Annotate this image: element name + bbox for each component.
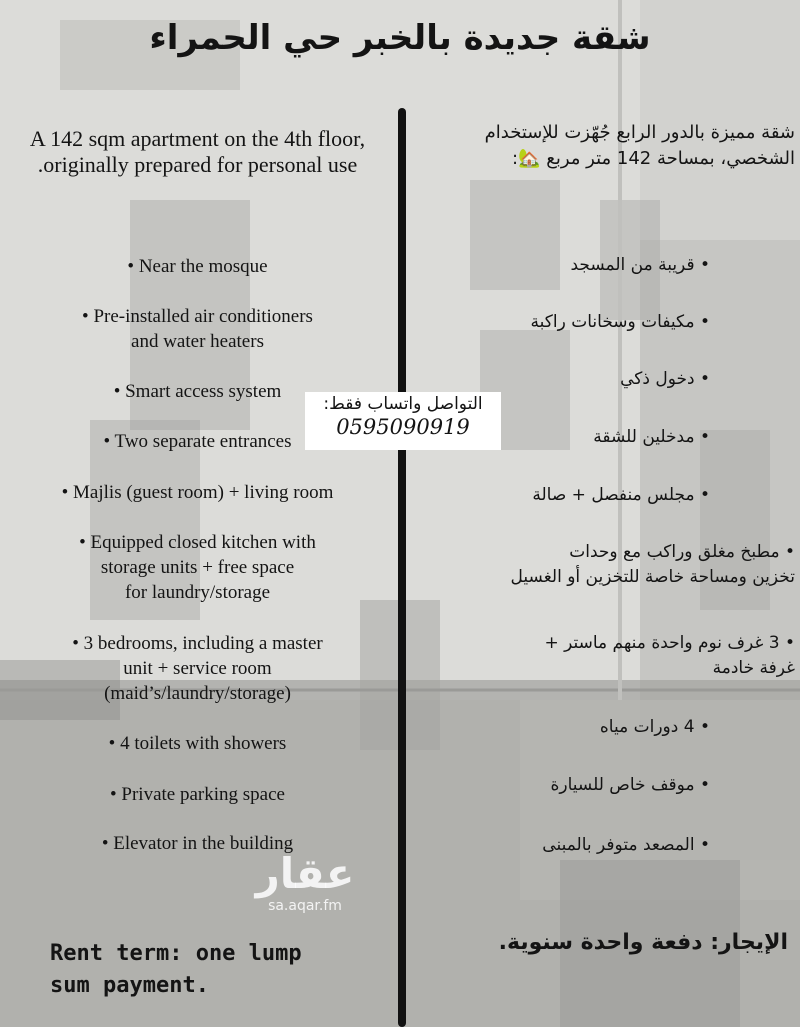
feature-ar-line: • موقف خاص للسيارة <box>550 775 710 795</box>
house-icon: 🏡: <box>512 148 541 169</box>
intro-arabic <box>410 120 795 172</box>
feature-ar-ac <box>410 310 710 335</box>
feature-en-line: • Two separate entrances <box>103 431 292 452</box>
feature-en-line: • Private parking space <box>110 784 285 805</box>
intro-english <box>0 126 395 178</box>
aqar-watermark <box>240 850 370 914</box>
feature-ar-mosque <box>410 253 710 278</box>
feature-ar-line: غرفة خادمة <box>712 658 795 678</box>
feature-ar-kitchen <box>410 540 795 590</box>
contact-label: التواصل واتساب فقط: <box>323 394 483 414</box>
feature-ar-line: • قريبة من المسجد <box>570 255 710 275</box>
feature-en-line: • 3 bedrooms, including a master <box>72 633 323 654</box>
feature-en-line: unit + service room <box>123 658 272 679</box>
feature-en-line: • Smart access system <box>113 381 282 402</box>
feature-en-line: and water heaters <box>131 331 264 352</box>
intro-arabic-line-1: شقة مميزة بالدور الرابع جُهّزت للإستخدام <box>484 122 795 143</box>
intro-arabic-line-2 <box>410 146 795 172</box>
feature-ar-elevator <box>410 833 710 858</box>
feature-en-line: • 4 toilets with showers <box>108 733 287 754</box>
feature-en-majlis <box>0 480 395 505</box>
feature-ar-line: • مطبخ مغلق وراكب مع وحدات <box>569 542 795 562</box>
feature-en-ac <box>0 304 395 354</box>
feature-en-line: storage units + free space <box>100 557 295 578</box>
feature-ar-line: • 3 غرف نوم واحدة منهم ماستر + <box>544 633 795 653</box>
feature-ar-line: • المصعد متوفر بالمبنى <box>542 835 710 855</box>
feature-en-parking <box>0 782 395 807</box>
contact-phone[interactable]: 0595090919 <box>336 415 470 439</box>
feature-ar-line: تخزين ومساحة خاصة للتخزين أو الغسيل <box>510 567 795 587</box>
feature-ar-line: • 4 دورات مياه <box>599 717 710 737</box>
feature-en-kitchen <box>0 530 395 605</box>
intro-english-line-1: A 142 sqm apartment on the 4th floor, <box>29 126 366 151</box>
feature-en-toilets <box>0 731 395 756</box>
feature-ar-majlis <box>410 483 710 508</box>
feature-ar-line: • مدخلين للشقة <box>593 427 710 447</box>
intro-arabic-line-2-text: الشخصي، بمساحة 142 متر مربع <box>546 148 795 169</box>
feature-en-line: • Near the mosque <box>127 256 268 277</box>
feature-ar-parking <box>410 773 710 798</box>
feature-ar-toilets <box>410 715 710 740</box>
rent-term-english-line-2: sum payment. <box>50 973 209 998</box>
intro-english-line-2: .originally prepared for personal use <box>37 152 358 177</box>
feature-en-line: • Elevator in the building <box>101 833 294 854</box>
feature-ar-line: • مكيفات وسخانات راكبة <box>530 312 710 332</box>
center-divider <box>398 108 406 1027</box>
feature-ar-line: • دخول ذكي <box>620 369 710 389</box>
aqar-site: sa.aqar.fm <box>268 898 342 914</box>
feature-en-line: (maid’s/laundry/storage) <box>104 683 291 704</box>
rent-term-arabic: الإيجار: دفعة واحدة سنوية. <box>498 930 788 955</box>
feature-en-line: • Pre-installed air conditioners <box>82 306 313 327</box>
feature-en-line: • Majlis (guest room) + living room <box>61 482 334 503</box>
rent-term-english <box>50 938 350 1002</box>
aqar-logo-text: عقار <box>255 849 355 898</box>
feature-ar-bedrooms <box>410 631 795 681</box>
feature-ar-smart-access <box>410 367 710 392</box>
feature-en-line: for laundry/storage <box>124 582 271 603</box>
page-title: شقة جديدة بالخبر حي الحمراء <box>149 18 651 58</box>
feature-en-line: • Equipped closed kitchen with <box>79 532 316 553</box>
contact-box <box>305 392 501 450</box>
feature-en-bedrooms <box>0 631 395 706</box>
feature-ar-line: • مجلس منفصل + صالة <box>532 485 710 505</box>
feature-en-mosque <box>0 254 395 279</box>
rent-term-english-line-1: Rent term: one lump <box>50 941 302 966</box>
